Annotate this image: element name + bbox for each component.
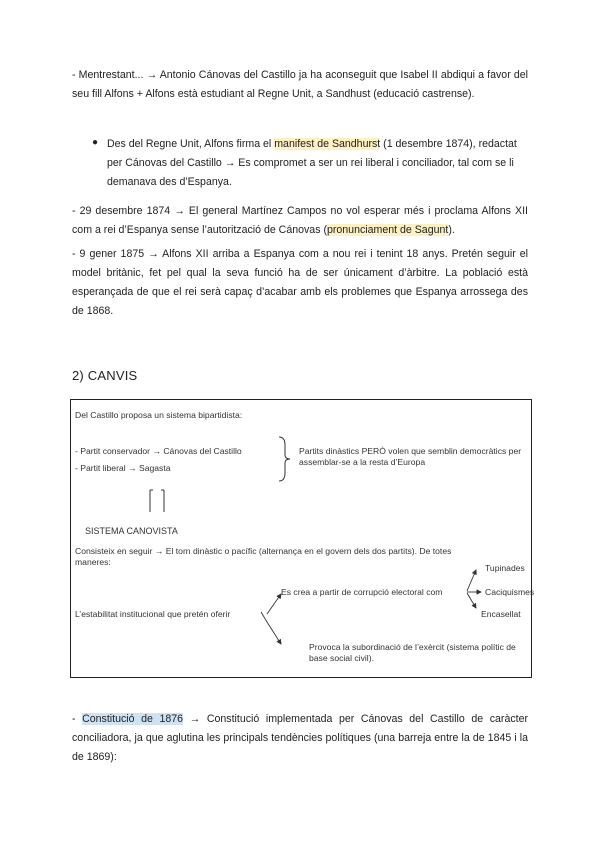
bullet-dot: ● <box>92 137 99 148</box>
paragraph-mentrestant <box>72 66 528 104</box>
p2-after: ). <box>448 224 455 236</box>
diagram-branch-army-2: base social civil). <box>309 653 374 663</box>
diagram-brace-note-2: assemblar-se a la resta d’Europa <box>299 457 426 467</box>
p4-after: → Constitució implementada per Cánovas del Castillo de caràcter conciliadora, ja que aglutina les principals tendències polítiques (una barreja entre la de 1845 i la de 1869): <box>72 713 528 763</box>
p3-text: - 9 gener 1875 → Alfons XII arriba a Espanya com a nou rei i tenint 18 anys. Pretén seguir el model britànic, fet pel qual la seva funció ha de ser únicament d’àrbitre. La població està esperançada de que el rei serà capaç d’acabar amb els problemes que Espanya arrossega des de 1868. <box>72 248 528 317</box>
bullet-text-after: (1 desembre 1874), redactat per Cánovas del Castillo → Es compromet a ser un rei liberal i conciliador, tal com se li demanava des d’Espanya. <box>107 138 517 188</box>
paragraph-9-gener <box>72 245 528 321</box>
diagram-intro: Del Castillo proposa un sistema bipartidista: <box>75 410 243 420</box>
diagram-branch-corruption: Es crea a partir de corrupció electoral com <box>281 587 443 597</box>
diagram-leaf-caciquismes: Caciquismes <box>485 587 535 597</box>
bullet-manifest <box>107 135 527 192</box>
paragraph-29-desembre <box>72 202 528 240</box>
highlight-pronunciament-sagunt: pronunciament de Sagunt <box>326 224 449 236</box>
diagram-party-liberal: - Partit liberal → Sagasta <box>75 463 171 473</box>
diagram-system-title: SISTEMA CANOVISTA <box>85 526 178 536</box>
highlight-manifest-sandhurst: manifest de Sandhurst <box>274 138 381 150</box>
branch-arrows-icon <box>71 400 531 677</box>
diagram-leaf-tupinades: Tupinades <box>485 563 525 573</box>
bullet-text-before: Des del Regne Unit, Alfons firma el <box>107 138 275 150</box>
diagram-stability: L’estabilitat institucional que pretén oferir <box>75 609 231 619</box>
highlight-constitucio-1876: Constitució de 1876 <box>82 713 184 725</box>
diagram-brace-note-1: Partits dinàstics PERÒ volen que semblin democràtics per <box>299 446 522 456</box>
p4-prefix: - <box>72 713 83 725</box>
diagram-branch-army-1: Provoca la subordinació de l’exèrcit (sistema polític de <box>309 642 516 652</box>
diagram-consists-line-1: Consisteix en seguir → El torn dinàstic o pacífic (alternança en el govern dels dos partits). De totes <box>75 546 452 556</box>
section-heading: 2) CANVIS <box>72 368 138 383</box>
diagram-consists-line-2: maneres: <box>75 557 111 567</box>
p2-before: - 29 desembre 1874 → El general Martínez Campos no vol esperar més i proclama Alfons XII com a rei d’Espanya sense l’autorització de Cánovas ( <box>72 205 528 236</box>
paragraph-constitucio <box>72 710 528 767</box>
diagram-leaf-encasellat: Encasellat <box>481 609 521 619</box>
diagram-box <box>70 399 535 678</box>
paragraph-mentrestant-text: - Mentrestant... → Antonio Cánovas del Castillo ja ha aconseguit que Isabel II abdiqui a favor del seu fill Alfons + Alfons està estudiant al Regne Unit, a Sandhust (educació castrense). <box>72 69 528 100</box>
diagram-party-conservador: - Partit conservador → Cánovas del Castillo <box>75 446 242 456</box>
